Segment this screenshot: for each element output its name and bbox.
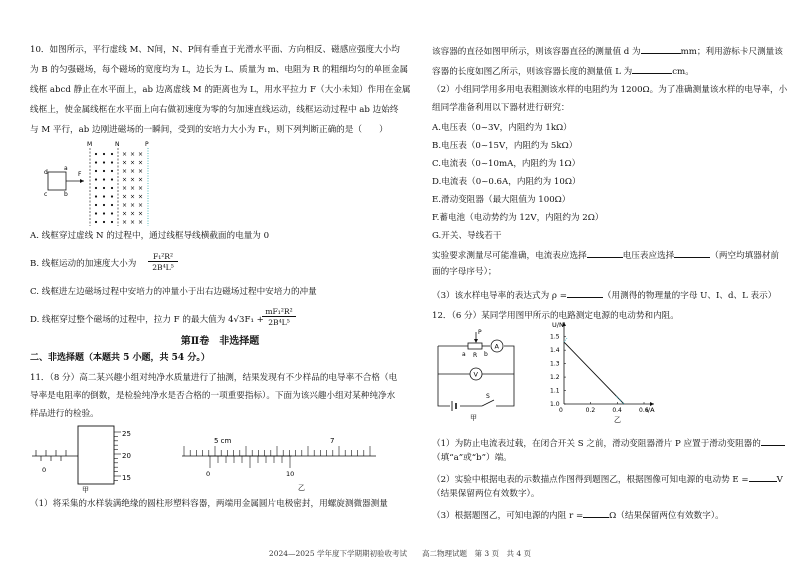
x-tick-label: 0.2 — [585, 407, 596, 414]
q12-part3: （3）根据题图乙，可知电源的内阻 r = Ω（结果保留两位有效数字）。 — [432, 508, 724, 522]
caliper-unit-label: 5 cm — [214, 437, 232, 445]
field-cross: × — [122, 193, 128, 201]
voltmeter-label: V — [473, 370, 478, 379]
blank-voltmeter[interactable] — [674, 248, 710, 258]
blank-d[interactable] — [641, 44, 681, 54]
q11-line3: 样品进行的检验。 — [30, 409, 99, 419]
label-M: M — [87, 141, 93, 148]
field-dot — [95, 178, 97, 180]
force-arrowhead — [80, 179, 84, 183]
field-cross: × — [130, 151, 136, 158]
u-i-line — [564, 342, 624, 404]
right-line3: （2）小组同学用多用电表粗测该水样的电阻约为 1200Ω。为了准确测量该水样的电导率，小 — [432, 85, 788, 95]
equipment-F: F.蓄电池（电动势约为 12V，内阻约为 2Ω） — [432, 213, 604, 223]
vernier-10-label: 10 — [286, 470, 295, 478]
q10-line5: 与 M 平行，ab 边刚进磁场的一瞬间，受到的安培力大小为 F₁，则下列判断正确的是（ ） — [30, 125, 388, 135]
left-column — [30, 0, 410, 565]
y-tick-label: 1.4 — [550, 347, 560, 355]
label-P: P — [478, 329, 482, 336]
select-meters-line: 实验要求测量尽可能准确，电流表应选择 电压表应选择 （两空均填器材前 — [432, 248, 779, 262]
part2-title: 第Ⅱ卷 非选择题 — [180, 336, 260, 347]
y-tick-label: 1.0 — [550, 401, 560, 408]
field-cross: × — [138, 219, 144, 226]
field-cross: × — [138, 193, 144, 201]
y-tick-label: 1.1 — [550, 387, 560, 395]
label-R: R — [473, 352, 478, 359]
q10-optionB-numerator: F₁²R² — [148, 252, 178, 262]
field-cross: × — [138, 168, 144, 175]
y-tick-label: 1.5 — [550, 333, 560, 341]
q12-part2: （2）实验中根据电表的示数描点作图得到题图乙，根据图像可知电源的电动势 E = V — [432, 472, 783, 486]
y-tick-label: 1.3 — [550, 360, 560, 368]
field-in-crosses — [122, 151, 143, 226]
blank-slider-end[interactable] — [761, 436, 785, 446]
equipment-B: B.电压表（0~15V，内阻约为 5kΩ） — [432, 141, 578, 151]
field-cross: × — [138, 176, 144, 184]
q12-part1: （1）为防止电流表过载，在闭合开关 S 之前，滑动变阻器滑片 P 应置于滑动变阻器的 — [432, 436, 785, 450]
field-dot — [103, 204, 105, 206]
field-dot — [95, 153, 97, 155]
field-cross: × — [138, 210, 144, 218]
blank-rho[interactable] — [567, 288, 603, 298]
label-F: F — [78, 171, 82, 178]
circuit-caption: 甲 — [470, 414, 477, 422]
field-cross: × — [130, 159, 136, 167]
field-dot — [111, 195, 113, 197]
q10-optionB-denominator: 2B⁴L⁵ — [152, 263, 174, 272]
q10-optionD-numerator: mF₁²R² — [262, 307, 296, 317]
label-a: a — [462, 351, 466, 358]
field-dot — [103, 161, 105, 163]
q10-line3: 线框 abcd 静止在水平面上，ab 边离虚线 M 的距离也为 L，用水平拉力 F（大小未知）作用在金属 — [30, 85, 411, 95]
field-cross: × — [122, 185, 128, 192]
field-cross: × — [122, 159, 128, 167]
right-line2: 容器的长度如图乙所示，则该容器长度的测量值 L 为 cm。 — [432, 64, 694, 78]
field-cross: × — [122, 219, 128, 226]
x-tick-label: 0.6 — [639, 407, 649, 414]
q10-optionC: C. 线框进左边磁场过程中安培力的冲量小于出右边磁场过程中安培力的冲量 — [30, 287, 317, 297]
field-cross: × — [138, 159, 144, 167]
field-cross: × — [122, 151, 128, 158]
field-cross: × — [122, 176, 128, 184]
field-cross: × — [130, 202, 136, 209]
u-intercept-extension — [564, 338, 567, 342]
field-cross: × — [122, 202, 128, 209]
q12-title: 12．（6 分）某同学用图甲所示的电路测定电源的电动势和内阻。 — [432, 311, 679, 321]
field-cross: × — [138, 202, 144, 209]
field-dot — [111, 170, 113, 172]
field-dot — [103, 195, 105, 197]
blank-ammeter[interactable] — [587, 248, 623, 258]
section2-heading: 二、非选择题（本题共 5 小题，共 54 分。） — [30, 353, 210, 363]
micrometer-figure — [32, 424, 142, 494]
field-cross: × — [130, 219, 136, 226]
q12-part1b: （填“a”或“b”）端。 — [432, 453, 512, 463]
wire-frame — [48, 172, 66, 190]
chart-x-label: I/A — [646, 406, 655, 414]
circuit-diagram — [432, 326, 532, 422]
ammeter-label: A — [494, 342, 499, 351]
field-cross: × — [130, 210, 136, 218]
y-tick-label: 1.2 — [550, 374, 560, 382]
blank-emf[interactable] — [749, 472, 777, 482]
field-dot — [103, 170, 105, 172]
thimble-label-25: 25 — [122, 430, 131, 438]
q10-optionD-denominator: 2B⁴L⁵ — [268, 318, 290, 327]
field-cross: × — [122, 210, 128, 218]
right-line4: 组同学准备利用以下器材进行研究： — [432, 103, 570, 113]
equipment-A: A.电压表（0~3V，内阻约为 1kΩ） — [432, 123, 572, 133]
field-dot — [95, 161, 97, 163]
chart-caption: 乙 — [614, 416, 621, 424]
q12-part2b: （结果保留两位有效数字）。 — [432, 489, 540, 499]
equipment-D: D.电流表（0~0.6A，内阻约为 10Ω） — [432, 177, 581, 187]
field-dot — [111, 178, 113, 180]
label-b: b — [64, 191, 68, 198]
q10-optionD-text: D. 线框穿过整个磁场的过程中，拉力 F 的最大值为 4√3F₁ + — [30, 315, 264, 325]
q10-line4: 线框上，使金属线框在水平面上向右做初速度为零的匀加速直线运动，线框运动过程中 ab 边始终 — [30, 105, 399, 115]
q10-optionA: A. 线框穿过虚线 N 的过程中，通过线框导线横截面的电量为 0 — [30, 231, 270, 241]
vernier-0-label: 0 — [206, 470, 211, 478]
field-cross: × — [130, 193, 136, 201]
field-dot — [111, 204, 113, 206]
field-dot — [111, 212, 113, 214]
field-dot — [111, 161, 113, 163]
q11-part3: （3）该水样电导率的表达式为 ρ = （用测得的物理量的字母 U、I、d、L 表示） — [432, 288, 776, 302]
right-line1: 该容器的直径如图甲所示，则该容器直径的测量值 d 为 mm；利用游标卡尺测量该 — [432, 44, 783, 58]
equipment-E: E.滑动变阻器（最大阻值为 100Ω） — [432, 195, 571, 205]
equipment-C: C.电流表（0~10mA，内阻约为 1Ω） — [432, 159, 581, 169]
field-dot — [103, 178, 105, 180]
field-dot — [103, 153, 105, 155]
label-N: N — [115, 141, 120, 148]
field-dot — [111, 187, 113, 189]
field-cross: × — [130, 176, 136, 184]
field-dot — [103, 212, 105, 214]
thimble-label-20: 20 — [122, 452, 131, 460]
u-i-chart — [542, 320, 672, 424]
label-a: a — [64, 165, 68, 172]
q11-line1: 11．（8 分）高二某兴趣小组对纯净水质量进行了抽测，结果发现有不少样品的电导率不合格（电 — [30, 373, 398, 383]
right-column — [432, 0, 787, 565]
q11-line4: （1）将采集的水样装满绝缘的圆柱形塑料容器，两端用金属圆片电极密封，用螺旋测微器测量 — [30, 499, 388, 509]
page-footer: 2024—2025 学年度下学期期初验收考试 高二物理试题 第 3 页 共 4 页 — [268, 549, 532, 558]
label-c: c — [44, 191, 48, 198]
x-tick-label: 0.4 — [612, 407, 622, 414]
q11-line2: 导率是电阻率的倒数，是检验纯净水是否合格的一项重要指标）。下面为该兴趣小组对某种纯净水 — [30, 391, 396, 401]
field-dot — [103, 187, 105, 189]
field-dot — [95, 204, 97, 206]
field-dot — [95, 170, 97, 172]
thimble — [78, 426, 114, 484]
q10-line1: 10．如图所示，平行虚线 M、N间，N、P间有垂直于光滑水平面、方向相反、磁感应强度大小均 — [30, 45, 400, 55]
field-dot — [95, 221, 97, 223]
micrometer-caption: 甲 — [82, 486, 89, 494]
label-d: d — [44, 169, 48, 176]
micrometer-zero-label: 0 — [42, 466, 47, 474]
field-cross: × — [130, 185, 136, 192]
q10-line2: 为 B 的匀强磁场，每个磁场的宽度均为 L，边长为 L、质量为 m、电阻为 R 的粗细均匀的单匝金属 — [30, 65, 409, 75]
caliper-7-label: 7 — [330, 437, 335, 445]
label-S: S — [486, 393, 490, 400]
field-dot — [95, 195, 97, 197]
field-dot — [95, 212, 97, 214]
q10-optionB-text: B. 线框运动的加速度大小为 — [30, 259, 137, 269]
rheostat — [468, 343, 482, 349]
label-P: P — [145, 141, 149, 148]
select-meters-line2: 面的字母序号）； — [432, 267, 497, 277]
field-dot — [103, 221, 105, 223]
thimble-label-15: 15 — [122, 474, 131, 482]
field-cross: × — [138, 185, 144, 192]
x-tick-label: 0 — [559, 407, 563, 414]
magnetic-field-figure — [44, 140, 164, 228]
equipment-G: G.开关、导线若干 — [432, 231, 502, 241]
field-cross: × — [130, 168, 136, 175]
field-cross: × — [122, 168, 128, 175]
field-dot — [95, 187, 97, 189]
blank-L[interactable] — [632, 64, 672, 74]
field-cross: × — [138, 151, 144, 158]
field-out-dots — [95, 153, 113, 223]
field-dot — [111, 153, 113, 155]
blank-internal-resistance[interactable] — [583, 508, 609, 518]
field-dot — [111, 221, 113, 223]
label-b: b — [484, 351, 488, 358]
chart-y-label: U/N — [552, 321, 564, 329]
caliper-caption: 乙 — [298, 484, 305, 492]
vernier-caliper-figure — [180, 434, 380, 494]
